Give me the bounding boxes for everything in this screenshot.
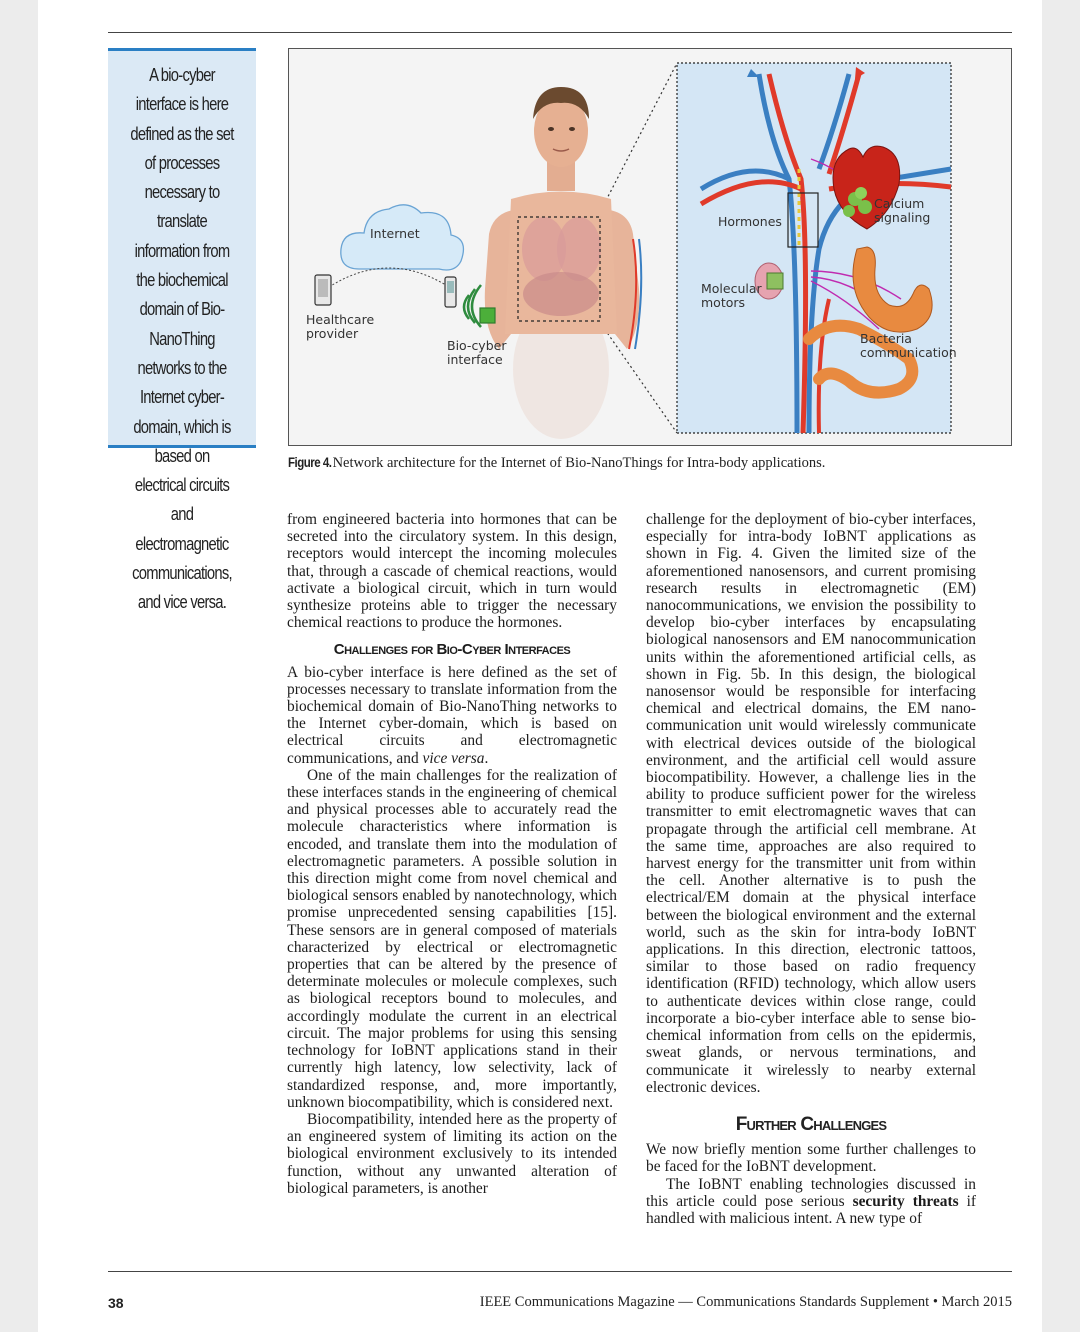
wireless-signal-icon [464, 285, 481, 327]
label-molecular-line1: Molecular [701, 281, 762, 296]
italic-text: vice versa [422, 749, 485, 767]
figure-caption [288, 454, 1012, 472]
left-column [287, 511, 617, 1197]
paragraph-end: if handled with malicious intent. A new type of [646, 1192, 976, 1227]
paragraph [646, 1176, 976, 1228]
paragraph-text: A bio-cyber interface is here defined as the set of processes necessary to translate information from the biochemical domain of Bio-NanoThing networks to the Internet cyber-domain, which is based on electrical circuits and electromagnetic communications, and [287, 663, 617, 767]
paragraph: from engineered bacteria into hormones that can be secreted into the circulatory system. In this design, receptors would intercept the incoming molecules that, through a cascade of chemical reactions, would activate a biological circuit, which in turn would synthesize proteins able to trigger the necessary chemical reactions to produce the hormones. [287, 511, 617, 632]
label-biocyber-line1: Bio-cyber [447, 338, 507, 353]
human-body-illustration [485, 87, 641, 439]
paragraph [287, 664, 617, 767]
label-bacteria-line1: Bacteria [860, 331, 912, 346]
healthcare-phone-icon [315, 275, 331, 305]
caption-label: Figure 4. [288, 454, 332, 470]
label-bacteria-line2: communication [860, 345, 957, 360]
label-hormones: Hormones [718, 214, 782, 229]
paragraph: challenge for the deployment of bio-cyber interfaces, especially for intra-body IoBNT applications as shown in Fig. 4. Given the limited size of the aforementioned nanosensors, and current promising research results in electromagnetic (EM) nanocommunications, we envision the possibility to develop bio-cyber interfaces by encapsulating biological nanosensors and EM nanocommunication units within the aforementioned artificial cells, as shown in Fig. 5b. In this design, the biological nanosensor would be responsible for interfacing chemical and electrical domains, the EM nano-communication unit would wirelessly communicate with electrical devices outside of the biological environment, and the artificial cell would assure biocompatibility. However, a challenge lies in the ability to produce sufficient power for the wireless transmitter to emit electromagnetic waves that can propagate through the artificial cell membrane. At the same time, approaches are also required to harvest energy for the transmitter unit from within the cell. Another alternative is to push the electrical/EM domain at the physical interface between the biological environment and the external world, such as the skin for intra-body IoBNT applications. In this direction, electronic tattoos, similar to those based on radio frequency identification (RFID) technology, which allow users to authenticate devices within close range, could incorporate a bio-cyber interface able to sense bio- chemical information from cells on the epidermis, sweat glands, or nervous terminations, and communicate it wirelessly to nearby external electronic devices. [646, 511, 976, 1096]
pull-quote-text: A bio-cyber interface is here defined as the set of processes necessary to translate information from the biochemical domain of Bio-NanoThing networks to the Internet cyber-domain, which is based on electrical circuits and electromagnetic communications, and vice versa. [130, 65, 234, 613]
label-calcium-signaling [874, 197, 930, 225]
biocyber-chip-icon [480, 308, 495, 323]
journal-footer: IEEE Communications Magazine — Communications Standards Supplement • March 2015 [479, 1294, 1012, 1310]
zoom-connector-bottom [599, 321, 677, 433]
label-internet: Internet [370, 226, 420, 241]
label-biocyber-line2: interface [447, 352, 503, 367]
bottom-rule [108, 1271, 1012, 1272]
page-number: 38 [108, 1295, 124, 1311]
section-heading: Further Challenges [735, 1113, 887, 1135]
paragraph-text: The IoBNT enabling technologies discussed in this article could pose serious [646, 1175, 976, 1210]
label-bacteria-communication [860, 332, 957, 360]
label-calcium-line2: signaling [874, 210, 931, 225]
journal-page [38, 0, 1042, 1332]
label-healthcare-line1: Healthcare [306, 312, 375, 327]
section-heading: Challenges for Bio-Cyber Interfaces [333, 641, 571, 659]
label-molecular-motors [701, 282, 762, 310]
top-rule [108, 32, 1012, 33]
label-molecular-line2: motors [701, 295, 746, 310]
right-column [646, 511, 976, 1227]
paragraph: Biocompatibility, intended here as the property of an engineered system of limiting its action on the biological environment exclusively to its intended function, without any unwanted alteration of biological parameters, is another [287, 1110, 617, 1197]
paragraph: One of the main challenges for the realization of these interfaces stands in the engineering of chemical and physical processes able to accurately read the molecule characteristics where information is encoded, and translate them into the modulation of electromagnetic parameters. A possible solution in this direction might come from novel chemical and biological sensors enabled by nanotechnology, which promise unprecedented sensing capabilities [15]. These sensors are in general composed of materials characterized by electrical or electromagnetic properties that can be altered by the presence of determinate molecules or molecule complexes, such as biological receptors bound to molecules, and accordingly modulate the current in an electrical circuit. The major problems for using this sensing technology for IoBNT applications stand in their currently high latency, low selectivity, lack of standardized response, and, more importantly, unknown biocompatibility, which is considered next. [287, 766, 617, 1111]
paragraph-end: . [484, 749, 489, 767]
zoom-connector-top [599, 63, 677, 214]
label-bio-cyber-interface [447, 339, 506, 367]
data-link-arc [329, 268, 449, 287]
label-calcium-line1: Calcium [874, 196, 925, 211]
figure-4 [288, 48, 1012, 446]
biocyber-phone-icon [445, 277, 456, 307]
bold-text: security threats [852, 1192, 959, 1210]
label-healthcare-line2: provider [306, 326, 359, 341]
label-healthcare-provider [306, 313, 374, 341]
pull-quote [108, 48, 256, 613]
figure-illustration [289, 49, 1011, 445]
paragraph: We now briefly mention some further challenges to be faced for the IoBNT development. [646, 1141, 976, 1176]
caption-text: Network architecture for the Internet of Bio-NanoThings for Intra-body applications. [332, 455, 826, 471]
